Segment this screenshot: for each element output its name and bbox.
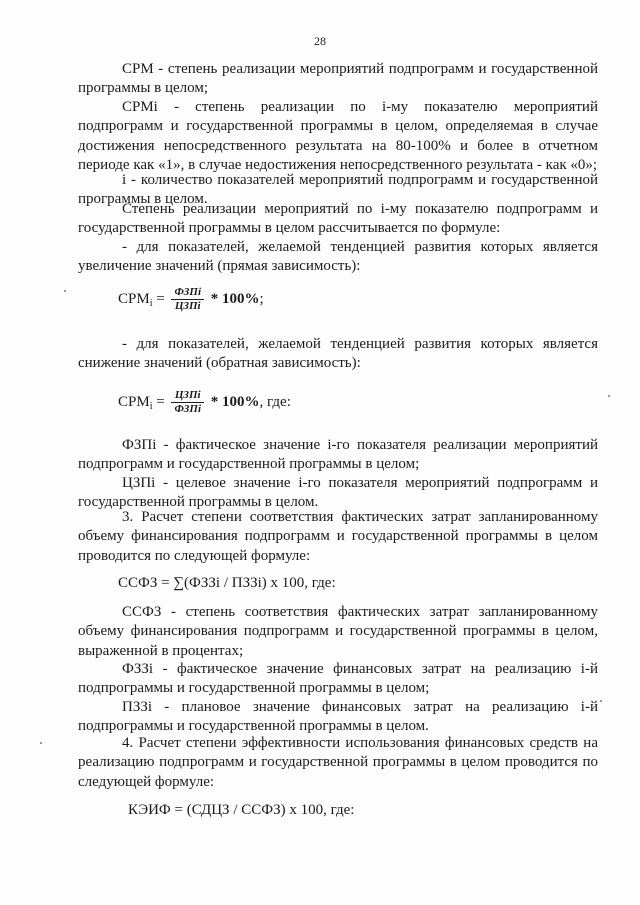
- scan-speck: [40, 742, 42, 744]
- paragraph-czpi-definition: ЦЗПі - целевое значение і-го показателя мероприятий подпрограмм и государственной программы в целом.: [78, 475, 598, 511]
- formula-direct-numerator: ФЗПі: [171, 286, 204, 300]
- formula-direct-eq: =: [156, 290, 165, 307]
- formula-inverse: [118, 389, 291, 416]
- formula-inverse-multiplier: * 100%: [210, 393, 260, 410]
- paragraph-section-3: 3. Расчет степени соответствия фактических затрат запланированному объему финансирования подпрограмм и государственной программы в целом проводится по следующей формуле:: [78, 509, 598, 564]
- paragraph-direct-dependency: - для показателей, желаемой тенденцией развития которых является увеличение значений (прямая зависимость):: [78, 239, 598, 275]
- paragraph-fzpi-definition: ФЗПі - фактическое значение і-го показателя реализации мероприятий подпрограмм и государственной программы в целом;: [78, 437, 598, 473]
- formula-inverse-fraction: [171, 389, 204, 416]
- scan-speck: [64, 290, 66, 292]
- formula-ssfz: ССФЗ = ∑(ФЗЗі / ПЗЗі) х 100, где:: [118, 575, 336, 591]
- paragraph-srmi-definition: СРМі - степень реализации по і-му показателю мероприятий подпрограмм и государственной программы в целом, определяемая в случае достижения непосредственного результата на 80-100% и более в отчетном периоде как «1», в случае недостижения непосредственного результата - как «0»;: [78, 99, 598, 173]
- formula-inverse-lhs-sub: і: [149, 400, 153, 412]
- formula-direct-lhs-sub: і: [149, 297, 153, 309]
- formula-direct-multiplier: * 100%: [210, 290, 260, 307]
- formula-direct-tail: ;: [259, 290, 264, 307]
- paragraph-i-definition: і - количество показателей мероприятий подпрограмм и государственной программы в целом.: [78, 172, 598, 208]
- paragraph-inverse-dependency: - для показателей, желаемой тенденцией развития которых является снижение значений (обратная зависимость):: [78, 336, 598, 372]
- formula-keif: КЭИФ = (СДЦЗ / ССФЗ) х 100, где:: [128, 802, 355, 818]
- formula-direct-fraction: [171, 286, 204, 313]
- paragraph-pzzi-definition: ПЗЗі - плановое значение финансовых затрат на реализацию і-й подпрограммы и государственной программы в целом.: [78, 699, 598, 735]
- formula-direct-lhs: СРМ: [118, 290, 150, 307]
- scan-speck: [600, 700, 602, 702]
- formula-inverse-denominator: ФЗПі: [174, 403, 201, 415]
- paragraph-fzzi-definition: ФЗЗі - фактическое значение финансовых затрат на реализацию і-й подпрограммы и государственной программы в целом;: [78, 661, 598, 697]
- paragraph-section-4: 4. Расчет степени эффективности использования финансовых средств на реализацию подпрограмм и государственной программы в целом проводится по следующей формуле:: [78, 735, 598, 790]
- formula-inverse-eq: =: [156, 393, 165, 410]
- paragraph-srmi-calc-intro: Степень реализации мероприятий по і-му показателю подпрограмм и государственной программы в целом рассчитывается по формуле:: [78, 201, 598, 237]
- formula-direct-denominator: ЦЗПі: [174, 300, 201, 312]
- formula-inverse-numerator: ЦЗПі: [171, 389, 204, 403]
- paragraph-ssfz-definition: ССФЗ - степень соответствия фактических затрат запланированному объему финансирования подпрограмм и государственной программы в целом, выраженной в процентах;: [78, 604, 598, 659]
- paragraph-srm-definition: СРМ - степень реализации мероприятий подпрограмм и государственной программы в целом;: [78, 61, 598, 97]
- scan-speck: [608, 395, 610, 397]
- page-number: 28: [314, 34, 326, 48]
- formula-direct: [118, 286, 264, 313]
- formula-inverse-lhs: СРМ: [118, 393, 150, 410]
- formula-inverse-tail: , где:: [259, 393, 291, 410]
